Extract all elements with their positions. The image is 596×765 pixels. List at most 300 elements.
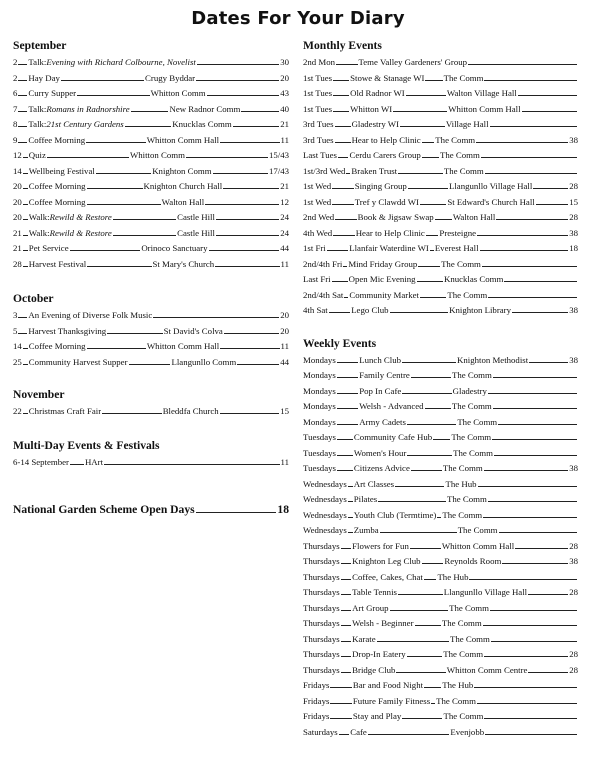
event-venue: Knighton Methodist <box>457 354 529 365</box>
leader-line <box>493 369 577 378</box>
leader-line <box>420 196 446 205</box>
leader-line <box>23 211 28 220</box>
leader-line <box>480 242 569 251</box>
leader-line <box>337 431 353 440</box>
leader-line <box>337 447 353 456</box>
event-date: 6-14 September <box>13 456 69 467</box>
weekly-list <box>303 353 578 741</box>
leader-line <box>402 710 442 719</box>
event-date: 21 <box>13 243 22 253</box>
leader-line <box>205 196 279 205</box>
leader-line <box>61 72 144 81</box>
event-date: 3 <box>13 310 18 320</box>
event-date: 12 <box>13 150 22 160</box>
event-row <box>303 694 578 710</box>
leader-line <box>483 617 577 626</box>
leader-line <box>422 555 444 564</box>
leader-line <box>418 258 440 267</box>
event-venue: The Comm <box>457 525 498 535</box>
leader-line <box>23 180 28 189</box>
event-row <box>13 226 289 242</box>
event-row <box>303 164 578 180</box>
event-when: 1st Wed <box>303 196 332 207</box>
left-column <box>13 38 289 518</box>
leader-line <box>498 416 577 425</box>
leader-line <box>528 586 568 595</box>
event-venue: St Edward's Church Hall <box>447 196 535 207</box>
monthly-section <box>303 38 578 319</box>
event-row <box>303 399 578 415</box>
event-name: Coffee Morning <box>28 196 86 207</box>
leader-line <box>341 602 352 611</box>
leader-line <box>476 134 568 143</box>
leader-line <box>424 571 437 580</box>
leader-line <box>528 664 568 673</box>
leader-line <box>484 462 569 471</box>
event-name: Quiz <box>28 150 46 160</box>
event-name: Coffee Morning <box>28 134 86 145</box>
leader-line <box>18 134 27 143</box>
leader-line <box>425 72 442 81</box>
leader-line <box>113 227 176 236</box>
event-venue: St Mary's Church <box>152 258 215 269</box>
event-row <box>303 461 578 477</box>
leader-line <box>396 664 445 673</box>
event-row <box>303 585 578 601</box>
event-name: Future Family Fitness <box>352 695 431 706</box>
event-page: 38 <box>569 305 578 315</box>
leader-line <box>512 304 568 313</box>
event-page: 21 <box>280 119 290 129</box>
leader-line <box>333 103 349 112</box>
event-date: 6 <box>13 88 18 98</box>
event-venue: The Comm <box>447 494 487 504</box>
event-row <box>303 179 578 195</box>
event-name-italic: Evening with Richard Colbourne, Novelist <box>46 57 196 67</box>
leader-line <box>502 555 568 564</box>
event-when: 2nd Wed <box>303 212 335 222</box>
event-page: 28 <box>569 587 578 597</box>
leader-line <box>333 72 349 81</box>
event-when: Fridays <box>303 680 330 690</box>
event-date: 14 <box>13 165 22 176</box>
leader-line <box>241 103 279 112</box>
event-row <box>303 195 578 211</box>
leader-line <box>518 87 577 96</box>
event-name: Book & Jigsaw Swap <box>357 212 434 222</box>
leader-line <box>344 289 348 298</box>
event-venue: Llangunllo Comm <box>171 356 237 367</box>
event-row <box>303 508 578 524</box>
event-page: 38 <box>569 354 578 365</box>
event-when: Mondays <box>303 401 336 411</box>
event-name: Whitton WI <box>350 103 393 114</box>
event-row <box>303 257 578 273</box>
event-when: 1st Tues <box>303 88 333 98</box>
leader-line <box>87 180 143 189</box>
leader-line <box>496 211 568 220</box>
event-row <box>303 210 578 226</box>
leader-line <box>407 648 443 657</box>
event-row <box>303 55 578 71</box>
leader-line <box>408 180 448 189</box>
event-page: 11 <box>280 134 290 145</box>
page-title: Dates For Your Diary <box>191 8 405 29</box>
event-name-italic: Rewild & Restore <box>49 212 112 222</box>
event-row <box>13 404 289 420</box>
event-row <box>303 384 578 400</box>
event-page: 38 <box>569 463 578 473</box>
event-date: 22 <box>13 406 22 416</box>
event-row <box>303 303 578 319</box>
event-venue: The Hub <box>445 478 477 489</box>
event-date: 20 <box>13 181 22 191</box>
leader-line <box>474 679 577 688</box>
event-name: Stay and Play <box>352 711 402 721</box>
leader-line <box>407 416 456 425</box>
leader-line <box>433 431 450 440</box>
event-page: 20 <box>280 72 289 83</box>
event-when: 1st Tues <box>303 72 333 83</box>
event-venue: Knighton Library <box>449 305 511 315</box>
leader-line <box>197 56 279 65</box>
leader-line <box>341 540 352 549</box>
event-when: 1st/3rd Wed <box>303 165 346 176</box>
event-row <box>13 133 289 149</box>
event-row <box>303 102 578 118</box>
event-when: Mondays <box>303 370 336 380</box>
event-name: Talk: Romans in Radnorshire <box>28 102 129 118</box>
leader-line <box>333 227 355 236</box>
leader-line <box>332 273 348 282</box>
weekly-heading: Weekly Events <box>303 336 377 350</box>
leader-line <box>469 571 577 580</box>
event-venue: Orinoco Sanctuary <box>141 243 208 253</box>
leader-line <box>330 679 352 688</box>
event-name: Knighton Leg Club <box>352 556 421 566</box>
event-date: 2 <box>13 57 18 67</box>
event-page: 44 <box>280 356 290 367</box>
event-row <box>13 117 289 133</box>
ngs-row <box>13 502 289 518</box>
event-row <box>303 86 578 102</box>
leader-line <box>515 540 568 549</box>
leader-line <box>18 309 27 318</box>
event-venue: The Comm <box>435 134 476 145</box>
leader-line <box>398 586 443 595</box>
event-page: 44 <box>280 243 289 253</box>
leader-line <box>18 103 27 112</box>
leader-line <box>533 180 568 189</box>
event-date: 20 <box>13 196 22 207</box>
leader-line <box>395 478 444 487</box>
event-when: Thursdays <box>303 618 340 628</box>
leader-line <box>153 309 279 318</box>
event-name: Community Cafe Hub <box>353 432 433 442</box>
leader-line <box>484 72 577 81</box>
leader-line <box>18 325 27 334</box>
leader-line <box>417 273 443 282</box>
event-name: Table Tennis <box>352 587 397 597</box>
leader-line <box>223 180 279 189</box>
event-name: Talk: 21st Century Gardens <box>28 117 123 133</box>
leader-line <box>104 456 279 465</box>
event-name: Llanfair Waterdine WI <box>349 243 429 253</box>
leader-line <box>341 586 352 595</box>
leader-line <box>346 165 350 174</box>
event-page: 24 <box>280 227 290 238</box>
leader-line <box>368 726 450 735</box>
event-venue: The Comm <box>452 370 492 380</box>
event-name: Bridge Club <box>352 664 396 675</box>
leader-line <box>131 103 169 112</box>
event-row <box>303 523 578 539</box>
event-name: Stowe & Stanage WI <box>350 72 425 83</box>
event-when: Thursdays <box>303 649 340 659</box>
leader-line <box>485 165 577 174</box>
event-venue: The Comm <box>457 416 498 427</box>
leader-line <box>390 602 449 611</box>
leader-line <box>186 149 268 158</box>
event-page: 11 <box>280 456 289 467</box>
leader-line <box>207 87 280 96</box>
event-date: 21 <box>13 227 22 238</box>
leader-line <box>70 242 141 251</box>
leader-line <box>491 633 577 642</box>
event-row <box>13 339 289 355</box>
event-row <box>303 71 578 87</box>
leader-line <box>87 258 151 267</box>
event-row <box>13 241 289 257</box>
leader-line <box>329 304 351 313</box>
event-row <box>303 241 578 257</box>
event-name: Lunch Club <box>359 354 402 365</box>
leader-line <box>402 385 451 394</box>
october-list <box>13 308 289 370</box>
event-date: 20 <box>13 212 22 222</box>
event-when: Last Fri <box>303 274 331 284</box>
event-row <box>303 288 578 304</box>
event-when: Thursdays <box>303 556 340 566</box>
event-when: Wednesdays <box>303 494 347 504</box>
leader-line <box>393 103 447 112</box>
event-name: Art Classes <box>353 478 395 489</box>
event-venue: Whitton Comm <box>150 88 206 98</box>
leader-line <box>380 524 457 533</box>
leader-line <box>377 633 449 642</box>
event-name: Coffee Morning <box>28 341 86 351</box>
event-page: 18 <box>569 243 578 253</box>
event-name: Hear to Help Clinic <box>351 134 421 145</box>
event-name: Pet Service <box>28 243 69 253</box>
event-date: 7 <box>13 103 18 114</box>
leader-line <box>337 385 359 394</box>
leader-line <box>220 134 280 143</box>
leader-line <box>400 118 445 127</box>
event-date: 5 <box>13 325 18 336</box>
leader-line <box>341 617 352 626</box>
event-when: Thursdays <box>303 664 340 675</box>
leader-line <box>536 196 568 205</box>
event-when: Mondays <box>303 385 336 396</box>
event-when: 3rd Tues <box>303 119 334 129</box>
event-name: Coffee, Cakes, Chat <box>352 571 423 582</box>
event-when: 2nd/4th Fri <box>303 258 343 269</box>
leader-line <box>23 242 28 251</box>
leader-line <box>468 56 577 65</box>
event-venue: Whitton Comm Hall <box>146 134 220 145</box>
leader-line <box>482 258 577 267</box>
leader-line <box>216 227 279 236</box>
event-when: Mondays <box>303 354 336 365</box>
event-when: Thursdays <box>303 571 340 582</box>
event-row <box>303 446 578 462</box>
leader-line <box>224 325 279 334</box>
leader-line <box>415 617 441 626</box>
ngs-page: 18 <box>277 503 289 516</box>
event-date: 2 <box>13 72 18 83</box>
event-when: 2nd/4th Sat <box>303 289 344 300</box>
event-venue: Crugy Byddar <box>145 72 196 83</box>
event-name: Family Centre <box>359 370 410 380</box>
leader-line <box>341 648 352 657</box>
event-row <box>303 663 578 679</box>
event-when: Saturdays <box>303 726 338 737</box>
event-venue: The Comm <box>443 711 484 721</box>
event-name-italic: Rewild & Restore <box>49 227 112 238</box>
leader-line <box>485 726 577 735</box>
event-venue: Walton Hall <box>452 212 496 222</box>
event-date: 25 <box>13 356 22 367</box>
leader-line <box>407 447 452 456</box>
leader-line <box>330 695 352 704</box>
leader-line <box>426 227 439 236</box>
leader-line <box>23 340 28 349</box>
event-when: Tuesdays <box>303 447 336 458</box>
leader-line <box>338 149 349 158</box>
leader-line <box>102 405 162 414</box>
leader-line <box>23 356 28 365</box>
leader-line <box>96 165 151 174</box>
leader-line <box>398 165 443 174</box>
event-name: HArt <box>84 456 104 467</box>
leader-line <box>341 571 352 580</box>
event-row <box>303 117 578 133</box>
leader-line <box>86 134 146 143</box>
event-row <box>13 179 289 195</box>
event-name: Old Radnor WI <box>350 88 405 98</box>
leader-line <box>341 664 352 673</box>
leader-line <box>220 405 280 414</box>
event-when: Last Tues <box>303 150 337 160</box>
event-venue: Llangunllo Village Hall <box>448 181 533 191</box>
event-venue: Knucklas Comm <box>172 119 232 129</box>
event-row <box>303 368 578 384</box>
september-heading: September <box>13 39 67 52</box>
leader-line <box>490 118 577 127</box>
leader-line <box>478 478 577 487</box>
leader-line <box>499 524 577 533</box>
leader-line <box>23 149 28 158</box>
event-venue: Castle Hill <box>177 227 215 238</box>
event-venue: Presteigne <box>439 227 477 238</box>
leader-line <box>494 447 577 456</box>
event-row <box>13 195 289 211</box>
event-venue: The Comm <box>443 165 484 176</box>
leader-line <box>425 400 451 409</box>
event-name: Teme Valley Gardeners' Group <box>358 57 468 67</box>
leader-line <box>23 258 28 267</box>
leader-line <box>18 118 27 127</box>
event-name: Walk: Rewild & Restore <box>29 210 112 226</box>
event-when: Wednesdays <box>303 525 347 535</box>
event-name: Welsh - Advanced <box>359 401 424 411</box>
event-name: Harvest Thanksgiving <box>28 325 107 336</box>
event-name: Mind Friday Group <box>348 258 418 269</box>
october-heading: October <box>13 292 54 305</box>
event-when: Thursdays <box>303 587 340 597</box>
event-row <box>303 539 578 555</box>
event-row <box>303 554 578 570</box>
event-page: 15 <box>280 406 289 416</box>
event-when: Thursdays <box>303 633 340 644</box>
leader-line <box>335 118 351 127</box>
event-page: 20 <box>280 310 289 320</box>
november-section <box>13 387 289 420</box>
event-row <box>303 353 578 369</box>
leader-line <box>337 354 359 363</box>
leader-line <box>87 196 161 205</box>
event-name: Flowers for Fun <box>352 540 409 551</box>
multiday-list <box>13 455 289 471</box>
event-when: 1st Tues <box>303 103 333 114</box>
event-venue: The Comm <box>450 633 490 644</box>
leader-line <box>209 242 280 251</box>
event-date: 14 <box>13 341 22 351</box>
event-name: Zumba <box>353 525 379 535</box>
ngs-label: National Garden Scheme Open Days <box>13 503 195 516</box>
leader-line <box>18 72 27 81</box>
event-row <box>303 492 578 508</box>
event-row <box>13 455 289 471</box>
leader-line <box>378 493 446 502</box>
event-row <box>303 477 578 493</box>
leader-line <box>422 149 439 158</box>
event-name: Art Group <box>352 602 389 613</box>
leader-line <box>47 149 129 158</box>
leader-line <box>422 134 435 143</box>
event-page: 11 <box>280 258 289 269</box>
event-name: Community Market <box>349 289 419 300</box>
event-name: Harvest Festival <box>28 258 87 269</box>
event-venue: Gladestry <box>452 385 487 396</box>
event-when: 1st Fri <box>303 243 326 253</box>
leader-line <box>23 196 28 205</box>
leader-line <box>483 509 577 518</box>
event-page: 38 <box>569 227 578 238</box>
event-venue: The Comm <box>441 618 482 628</box>
event-row <box>13 308 289 324</box>
leader-line <box>488 289 577 298</box>
event-venue: The Hub <box>437 571 469 582</box>
event-name: Drop-In Eatery <box>352 649 406 659</box>
event-venue: Knighton Comm <box>152 165 212 176</box>
event-name: Singing Group <box>354 181 407 191</box>
leader-line <box>77 87 150 96</box>
event-venue: Knighton Church Hall <box>143 181 223 191</box>
event-venue: Bleddfa Church <box>162 406 219 416</box>
event-name: Walk: Rewild & Restore <box>29 226 112 242</box>
